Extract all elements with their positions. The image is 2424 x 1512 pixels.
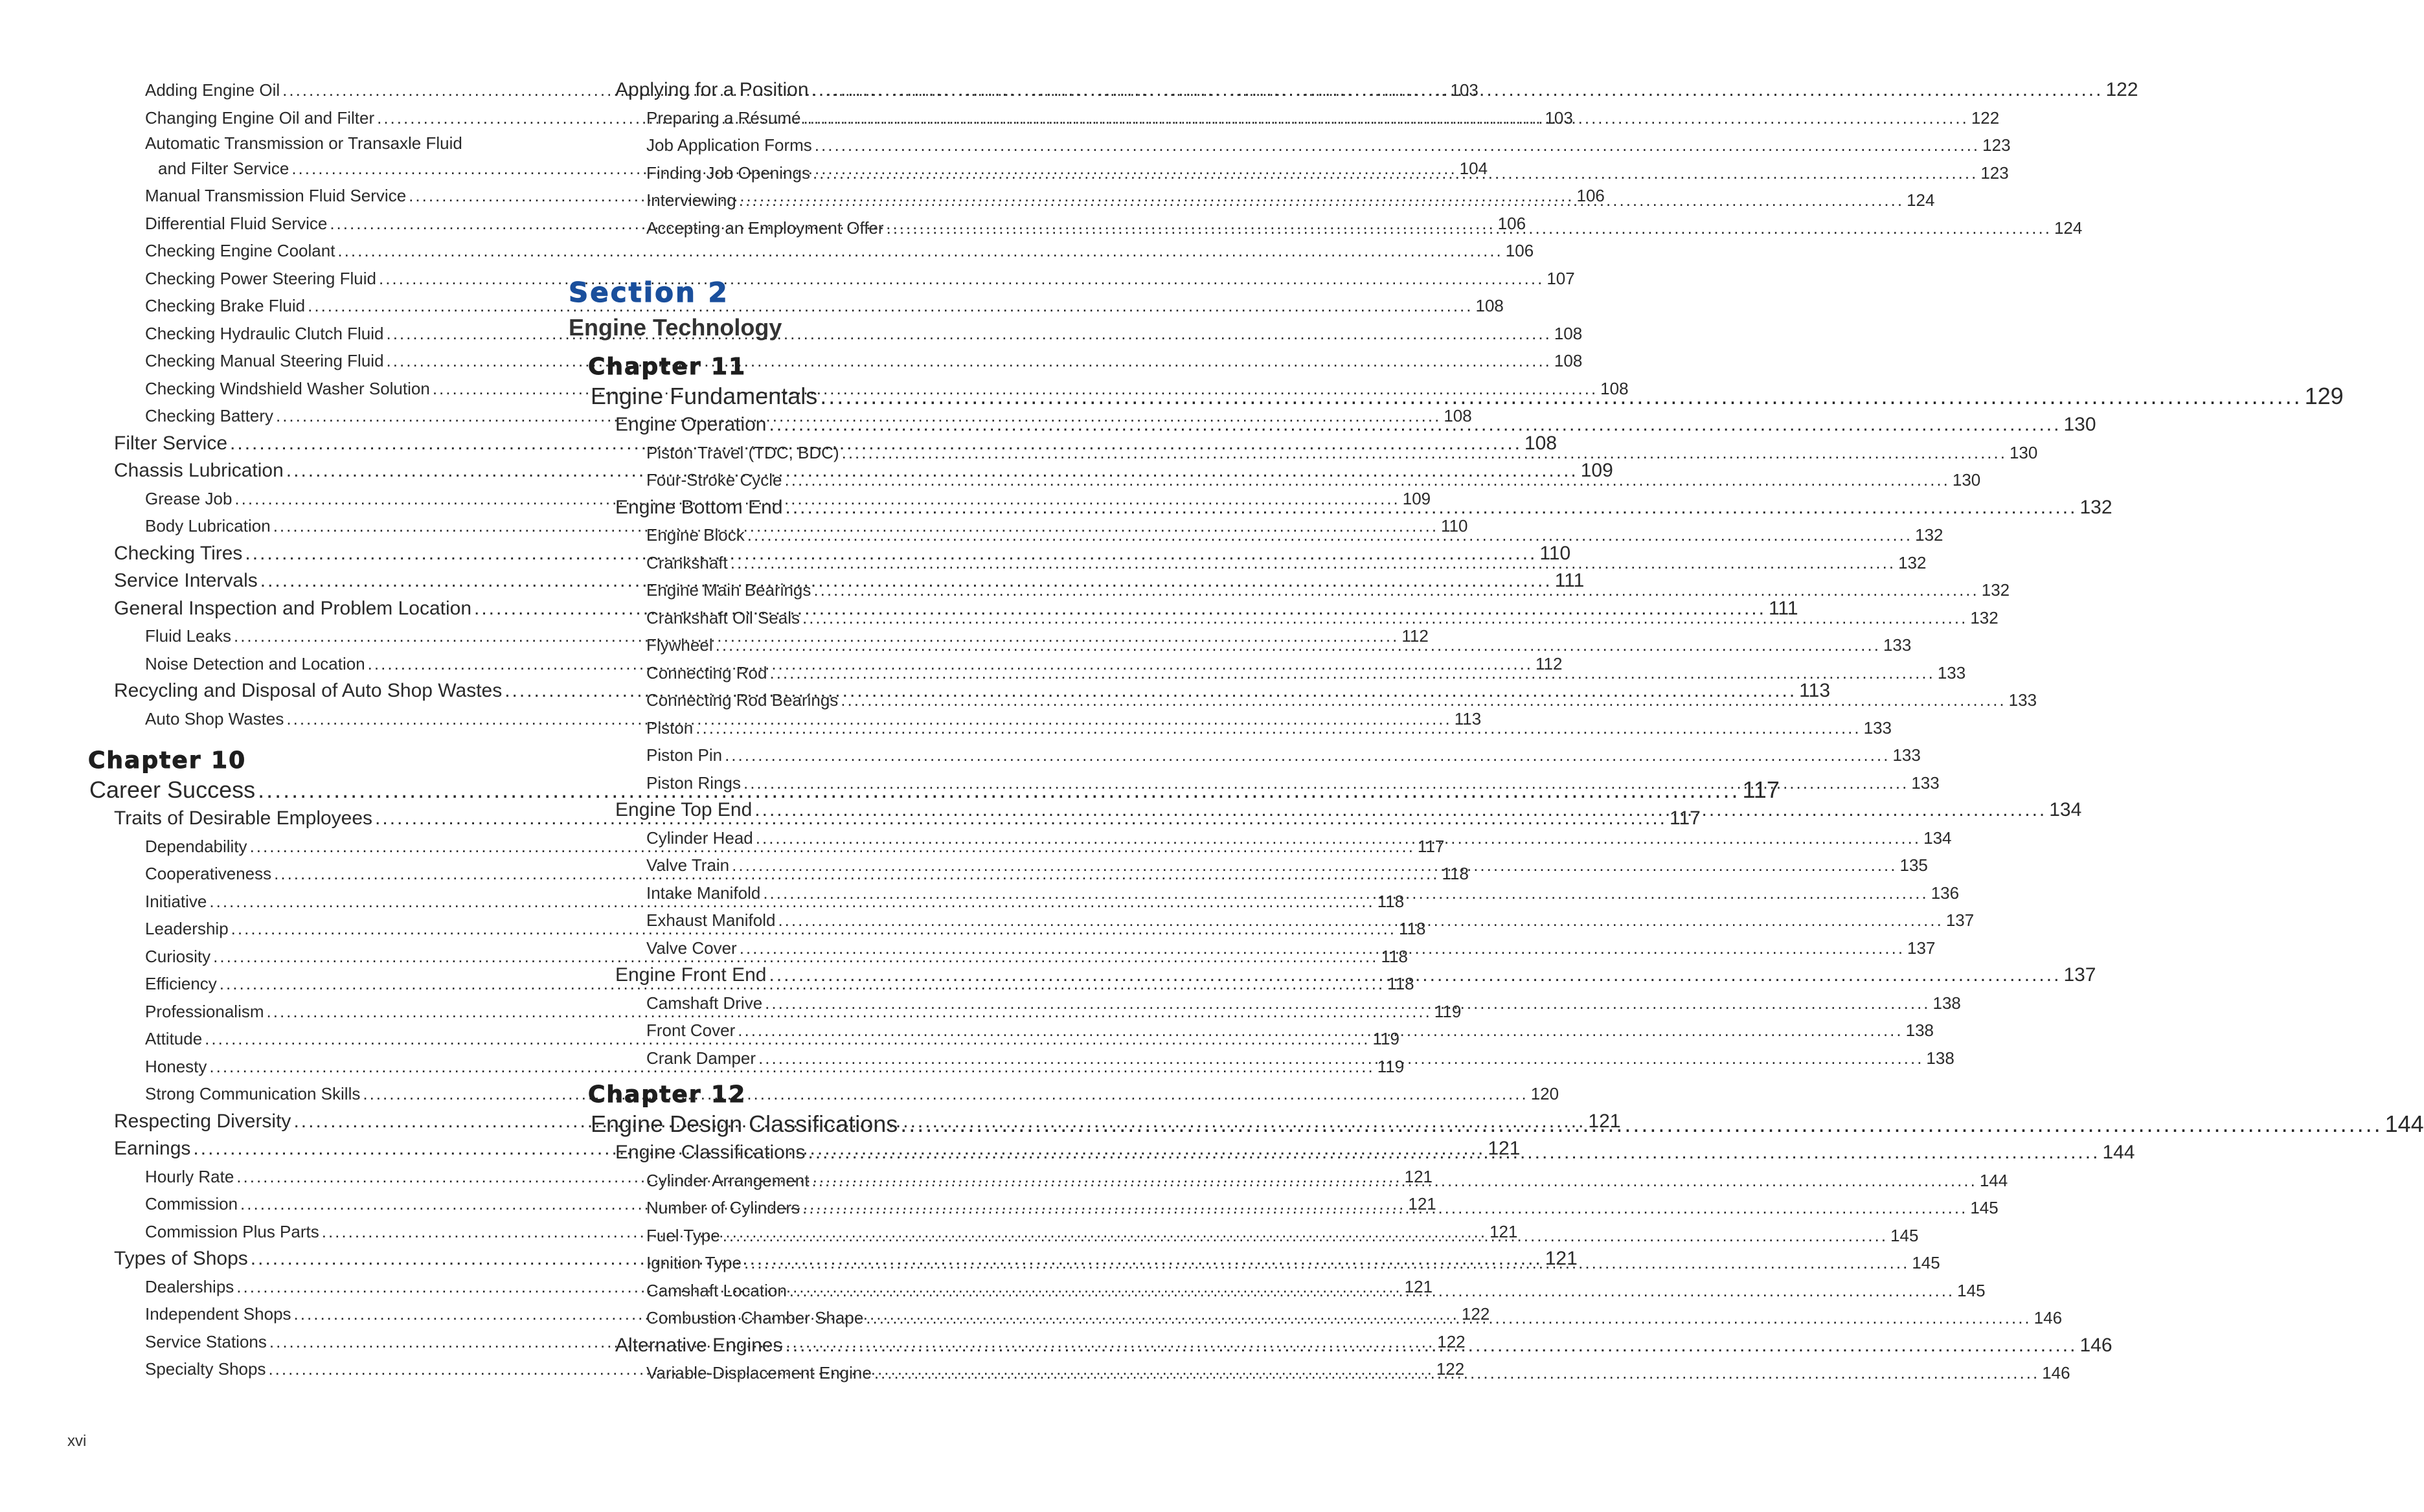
dot-leader <box>782 466 1953 494</box>
dot-leader <box>809 76 2106 104</box>
toc-entry-title: Engine Front End <box>615 964 767 986</box>
toc-entry-title: Respecting Diversity <box>114 1110 291 1132</box>
toc-entry-title: Auto Shop Wastes <box>145 708 284 728</box>
dot-leader <box>898 1109 2384 1139</box>
toc-entry-title: General Inspection and Problem Location <box>114 597 472 619</box>
dot-leader <box>756 1044 1926 1072</box>
toc-page-number: 109 <box>1580 460 1613 481</box>
toc-entry-title: Initiative <box>145 891 207 911</box>
toc-page-number: 135 <box>1899 855 1928 875</box>
toc-page-number: 122 <box>1437 1331 1466 1351</box>
toc-entry-title: Types of Shops <box>114 1248 248 1269</box>
toc-entry-title: Valve Cover <box>646 938 737 958</box>
toc-page-number: 145 <box>1890 1225 1919 1245</box>
toc-entry-title: Finding Job Openings <box>646 163 810 183</box>
toc-page-number: 121 <box>1490 1221 1518 1241</box>
dot-leader <box>809 1167 1979 1195</box>
toc-entry-title: Strong Communication Skills <box>145 1084 361 1103</box>
toc-page-number: 119 <box>1372 1029 1399 1048</box>
toc-entry-title: Dealerships <box>145 1276 234 1296</box>
toc-page-number: 134 <box>2049 799 2082 820</box>
toc-page-number: 106 <box>1497 213 1526 233</box>
toc-entry-title: Cylinder Arrangement <box>646 1170 810 1190</box>
toc-entry-title: Piston Travel (TDC, BDC) <box>646 442 839 462</box>
toc-entry-title: Piston Rings <box>646 773 741 793</box>
toc-entry-title: Alternative Engines <box>615 1334 783 1356</box>
toc-entry-title-line1: Automatic Transmission or Transaxle Fluid <box>145 133 462 153</box>
dot-leader <box>805 1139 2102 1167</box>
toc-page-number: 137 <box>1945 910 1975 930</box>
dot-leader <box>767 659 1937 687</box>
toc-page-number: 108 <box>1475 296 1504 315</box>
toc-entry-title: Intake Manifold <box>646 883 761 903</box>
toc-entry-title: Valve Train <box>646 855 730 875</box>
toc-entry-title: Efficiency <box>145 974 217 993</box>
dot-leader <box>737 934 1907 962</box>
toc-page-number: 108 <box>1554 323 1583 343</box>
dot-leader <box>817 381 2304 411</box>
toc-page-number: 108 <box>1524 432 1557 454</box>
toc-page-number: 144 <box>1979 1170 2008 1190</box>
toc-entry-title: Connecting Rod Bearings <box>646 690 839 710</box>
dot-leader <box>783 1332 2080 1360</box>
toc-entry-title: Specialty Shops <box>145 1359 266 1379</box>
toc-entry-title: Engine Operation <box>615 414 767 435</box>
chapter-page-number: 144 <box>2384 1111 2424 1137</box>
toc-entry-title: Engine Block <box>646 525 745 545</box>
chapter-heading: Chapter 10 <box>88 747 247 774</box>
toc-entry-title: Service Stations <box>145 1331 267 1351</box>
dot-leader <box>811 576 1981 604</box>
toc-page-number: 146 <box>2033 1308 2063 1327</box>
toc-entry-title: Piston <box>646 717 694 738</box>
toc-page-number: 132 <box>2079 496 2113 518</box>
toc-entry-title: Adding Engine Oil <box>145 80 280 100</box>
dot-leader <box>753 824 1923 852</box>
toc-entry-title: Checking Tires <box>114 542 243 564</box>
toc-entry-title: Crank Damper <box>646 1048 756 1068</box>
chapter-title: Career Success <box>89 776 256 803</box>
toc-entry-title: Accepting an Employment Offer <box>646 218 884 238</box>
toc-page-number: 145 <box>1957 1280 1986 1300</box>
dot-leader <box>872 1359 2042 1387</box>
toc-entry-title: Checking Windshield Washer Solution <box>145 378 430 398</box>
dot-leader <box>729 852 1899 879</box>
dot-leader <box>713 631 1883 659</box>
toc-entry-title: Commission <box>145 1194 238 1213</box>
toc-entry-title: Flywheel <box>646 635 713 655</box>
toc-entry-title: Crankshaft <box>646 552 728 572</box>
toc-entry-title: Manual Transmission Fluid Service <box>145 186 407 205</box>
toc-page-number: 112 <box>1401 626 1429 646</box>
chapter-heading: Chapter 12 <box>588 1081 747 1108</box>
toc-entry-title: Engine Bottom End <box>615 496 783 518</box>
dot-leader <box>760 879 1931 907</box>
toc-entry-title: Noise Detection and Location <box>145 653 365 673</box>
toc-page-number: 123 <box>1982 135 2011 155</box>
dot-leader <box>693 714 1863 742</box>
toc-page-number: 121 <box>1545 1248 1578 1269</box>
toc-entry-title: Filter Service <box>114 432 228 454</box>
toc-page-number: 112 <box>1535 653 1563 673</box>
toc-page-number: 110 <box>1441 516 1468 536</box>
toc-entry-title: Recycling and Disposal of Auto Shop Wastes <box>114 680 503 701</box>
toc-entry-title: Checking Manual Steering Fluid <box>145 351 384 370</box>
toc-page-number: 117 <box>1417 836 1445 856</box>
toc-page-number: 145 <box>1970 1198 1999 1217</box>
toc-page-number: 107 <box>1546 268 1575 288</box>
dot-leader <box>783 494 2080 522</box>
toc-entry-title: Leadership <box>145 919 229 938</box>
toc-page-number: 122 <box>2105 79 2138 100</box>
toc-entry-title: Cooperativeness <box>145 864 272 883</box>
dot-leader <box>800 104 1971 132</box>
toc-page-number: 117 <box>1670 807 1701 829</box>
toc-entry-title: Service Intervals <box>114 570 258 591</box>
toc-page-number: 137 <box>1907 938 1936 958</box>
toc-page-number: 132 <box>1898 552 1927 572</box>
toc-entry-title: Professionalism <box>145 1001 264 1021</box>
dot-leader <box>735 1017 1905 1044</box>
toc-page-number: 119 <box>1377 1056 1405 1076</box>
chapter-title: Engine Design Classifications <box>591 1111 898 1137</box>
toc-page-number: 122 <box>1461 1304 1490 1324</box>
toc-page-number: 145 <box>1912 1253 1940 1272</box>
toc-entry-title: Job Application Forms <box>646 135 812 155</box>
toc-entry-title: Hourly Rate <box>145 1166 234 1186</box>
toc-entry-title: Crankshaft Oil Seals <box>646 607 800 627</box>
toc-page-number: 121 <box>1404 1276 1433 1296</box>
dot-leader <box>884 214 2054 242</box>
toc-entry-title: Engine Top End <box>615 799 753 820</box>
toc-entry-title: Exhaust Manifold <box>646 910 776 930</box>
toc-page-number: 124 <box>1907 190 1935 210</box>
toc-page-number: 106 <box>1576 186 1605 205</box>
toc-page-number: 121 <box>1408 1194 1436 1213</box>
toc-page-number: 113 <box>1454 708 1482 728</box>
toc-entry-title: Engine Main Bearings <box>646 580 811 600</box>
toc-page-number: 120 <box>1530 1084 1559 1103</box>
toc-page-number: 121 <box>1404 1166 1433 1186</box>
toc-entry <box>569 131 2011 159</box>
toc-page-number: 133 <box>1911 773 1940 793</box>
toc-entry-title: Connecting Rod <box>646 662 767 683</box>
dot-leader <box>742 1249 1912 1277</box>
dot-leader <box>839 439 2010 467</box>
toc-entry-title: Earnings <box>114 1138 191 1159</box>
toc-entry-title: Checking Power Steering Fluid <box>145 268 376 288</box>
toc-page-number: 138 <box>1926 1048 1954 1068</box>
dot-leader <box>722 741 1892 769</box>
toc-page-number: 137 <box>2063 964 2096 986</box>
toc-entry-title: Applying for a Position <box>615 79 809 100</box>
toc-page-number: 118 <box>1381 946 1408 966</box>
toc-entry-title: Changing Engine Oil and Filter <box>145 107 375 128</box>
toc-entry-title: Commission Plus Parts <box>145 1221 319 1241</box>
chapter-page-number: 129 <box>2304 383 2344 409</box>
dot-leader <box>720 1222 1890 1250</box>
toc-page-number: 132 <box>1970 607 1999 627</box>
toc-entry-title: Body Lubrication <box>145 516 271 536</box>
toc-page-number: 133 <box>1883 635 1912 655</box>
dot-leader <box>745 521 1915 549</box>
chapter-heading: Chapter 11 <box>588 354 747 380</box>
toc-page-number: 144 <box>2102 1142 2135 1163</box>
page-number: xvi <box>67 1432 87 1450</box>
toc-entry-title: Dependability <box>145 836 247 856</box>
toc-entry-title: Differential Fluid Service <box>145 213 328 233</box>
dot-leader <box>766 962 2063 989</box>
toc-page-number: 132 <box>1981 580 2010 600</box>
toc-page-number: 111 <box>1768 597 1798 619</box>
toc-page-number: 108 <box>1554 351 1583 370</box>
section-heading: Section 2 <box>569 276 729 308</box>
toc-entry-title: Checking Battery <box>145 406 273 425</box>
chapter-page-number: 117 <box>1742 776 1780 803</box>
toc-entry-title: Chassis Lubrication <box>114 460 284 481</box>
toc-page-number: 130 <box>2063 414 2096 435</box>
dot-leader <box>838 686 2008 714</box>
dot-leader <box>787 1277 1957 1305</box>
toc-page-number: 108 <box>1600 378 1629 398</box>
toc-entry-title: Combustion Chamber Shape <box>646 1308 864 1327</box>
toc-page-number: 121 <box>1588 1110 1621 1132</box>
toc-page-number: 118 <box>1377 891 1405 911</box>
toc-entry-title: Grease Job <box>145 488 232 508</box>
dot-leader <box>736 186 1907 214</box>
toc-page-number: 134 <box>1923 828 1952 848</box>
toc-page-number: 106 <box>1505 241 1534 260</box>
toc-page-number: 138 <box>1932 993 1961 1013</box>
toc-page-number: 118 <box>1442 864 1469 883</box>
toc-entry <box>88 237 1534 265</box>
toc-entry-title: Ignition Type <box>646 1253 742 1272</box>
dot-leader <box>810 159 1980 187</box>
toc-entry-title: Camshaft Location <box>646 1280 787 1300</box>
toc-page-number: 108 <box>1444 406 1472 425</box>
toc-page-number: 118 <box>1399 919 1426 938</box>
toc-entry-title: Fluid Leaks <box>145 626 231 646</box>
toc-page-number: 103 <box>1450 80 1478 100</box>
toc-page-number: 122 <box>1436 1359 1465 1379</box>
toc-page-number: 118 <box>1387 974 1414 993</box>
toc-page-number: 122 <box>1971 107 2000 128</box>
toc-page-number: 130 <box>1952 470 1981 490</box>
toc-page-number: 146 <box>2079 1334 2113 1356</box>
dot-leader <box>767 411 2064 439</box>
toc-page-number: 123 <box>1980 163 2009 183</box>
dot-leader <box>863 1304 2033 1332</box>
toc-page-number: 146 <box>2042 1363 2070 1382</box>
toc-page-number: 133 <box>1863 717 1892 738</box>
toc-page-number: 132 <box>1915 525 1943 545</box>
toc-entry-title: Honesty <box>145 1056 207 1076</box>
dot-leader <box>800 604 1970 632</box>
toc-entry-title: Camshaft Drive <box>646 993 763 1013</box>
toc-entry-title: Attitude <box>145 1029 203 1048</box>
dot-leader <box>752 796 2049 824</box>
toc-page-number: 103 <box>1545 107 1573 128</box>
chapter-title: Engine Fundamentals <box>591 383 818 409</box>
toc-entry-title: Cylinder Head <box>646 828 753 848</box>
toc-entry-title: Checking Engine Coolant <box>145 241 335 260</box>
toc-entry-title: Traits of Desirable Employees <box>114 807 373 829</box>
dot-leader <box>728 549 1898 577</box>
toc-page-number: 133 <box>1892 745 1921 765</box>
section-title: Engine Technology <box>569 314 782 341</box>
toc-page-number: 133 <box>1937 662 1966 683</box>
toc-page-number: 130 <box>2009 442 2038 462</box>
toc-page-number: 124 <box>2054 218 2083 238</box>
toc-page-number: 138 <box>1905 1021 1934 1040</box>
toc-entry-title: Front Cover <box>646 1021 736 1040</box>
toc-entry-title: and Filter Service <box>158 159 289 178</box>
toc-page-number: 109 <box>1402 488 1431 508</box>
toc-page-number: 110 <box>1539 542 1571 564</box>
toc-entry-title: Engine Classifications <box>615 1142 806 1163</box>
toc-entry-title: Curiosity <box>145 946 211 966</box>
dot-leader <box>800 1194 1970 1222</box>
toc-entry-title: Preparing a Résumé <box>646 107 801 128</box>
toc-page-number: 133 <box>2008 690 2037 710</box>
toc-entry <box>569 741 1921 769</box>
toc-entry-title: Piston Pin <box>646 745 723 765</box>
dot-leader <box>762 989 1932 1017</box>
toc-entry-title: Fuel Type <box>646 1225 720 1245</box>
toc-entry-title: Number of Cylinders <box>646 1198 800 1217</box>
toc-page-number: 111 <box>1554 570 1585 591</box>
toc-entry-title: Interviewing <box>646 190 736 210</box>
toc-entry-title: Independent Shops <box>145 1304 291 1324</box>
dot-leader <box>812 131 1982 159</box>
toc-page-number: 113 <box>1799 680 1830 701</box>
toc-entry-title: Checking Brake Fluid <box>145 296 306 315</box>
toc-page-number: 104 <box>1459 159 1488 178</box>
toc-page-number: 136 <box>1931 883 1960 903</box>
toc-entry-title: Checking Hydraulic Clutch Fluid <box>145 323 384 343</box>
dot-leader <box>775 907 1945 934</box>
toc-page-number: 121 <box>1488 1138 1521 1159</box>
dot-leader <box>741 769 1911 797</box>
toc-entry-title: Variable-Displacement Engine <box>646 1363 872 1382</box>
toc-entry-title: Four-Stroke Cycle <box>646 470 782 490</box>
toc-page-number: 119 <box>1434 1001 1462 1021</box>
